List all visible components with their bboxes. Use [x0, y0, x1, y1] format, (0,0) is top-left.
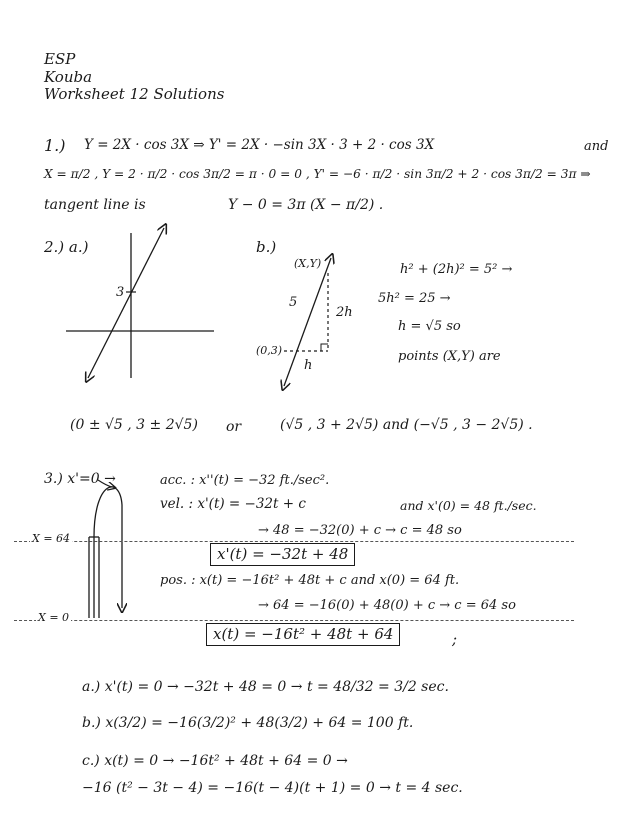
problem-2-label: 2.) a.) [44, 238, 89, 256]
equation-2b-1: h² + (2h)² = 5² → [400, 262, 513, 277]
problem-3-label: 3.) x'=0 → [44, 471, 116, 487]
problem-1-line-2: X = π/2 , Y = 2 · π/2 · cos 3π/2 = π · 0 = 0 , Y' = −6 · π/2 · sin 3π/2 + 2 · cos 3π/2 = 3π ⇒ [44, 167, 591, 181]
length-2h-label: 2h [336, 305, 353, 320]
tangent-line-2a [88, 228, 164, 378]
position-semicolon: ; [452, 630, 458, 648]
right-angle-mark [321, 344, 328, 351]
problem-1-label: 1.) [44, 136, 66, 155]
velocity-boxed: x'(t) = −32t + 48 [210, 543, 355, 566]
height-0-line [14, 620, 574, 621]
point-xy-label: (X,Y) [294, 257, 322, 270]
acceleration-line: acc. : x''(t) = −32 ft./sec². [160, 473, 330, 488]
height-64-line [14, 541, 574, 542]
height-64-label: X = 64 [32, 532, 71, 545]
part-3b: b.) x(3/2) = −16(3/2)² + 48(3/2) + 64 = 100 ft. [82, 715, 414, 731]
velocity-substitution: → 48 = −32(0) + c → c = 48 so [258, 523, 462, 538]
header-kouba: Kouba [44, 68, 93, 86]
part-3a: a.) x'(t) = 0 → −32t + 48 = 0 → t = 48/32 = 3/2 sec. [82, 679, 449, 695]
problem-1-and: and [584, 139, 609, 154]
header-esp: ESP [44, 50, 76, 68]
tower-figure [89, 480, 122, 618]
answer-2a: (0 ± √5 , 3 ± 2√5) [70, 417, 198, 433]
part-3c-line-2: −16 (t² − 3t − 4) = −16(t − 4)(t + 1) = 0 → t = 4 sec. [82, 780, 463, 796]
header-title: Worksheet 12 Solutions [44, 85, 225, 103]
position-substitution: → 64 = −16(0) + 48(0) + c → c = 64 so [258, 598, 516, 613]
equation-2b-2: 5h² = 25 → [378, 291, 451, 306]
tick-label-3: 3 [116, 285, 125, 300]
answer-2b: (√5 , 3 + 2√5) and (−√5 , 3 − 2√5) . [280, 417, 533, 433]
position-line: pos. : x(t) = −16t² + 48t + c and x(0) = 64 ft. [160, 573, 460, 588]
height-0-label: X = 0 [38, 611, 70, 624]
equation-2b-4: points (X,Y) are [398, 349, 501, 364]
problem-1-line-3a: tangent line is [44, 197, 146, 213]
velocity-line: vel. : x'(t) = −32t + c [160, 496, 306, 512]
equation-2b-3: h = √5 so [398, 319, 461, 334]
length-5-label: 5 [289, 295, 298, 310]
position-boxed: x(t) = −16t² + 48t + 64 [206, 623, 400, 646]
trajectory-arc [94, 487, 122, 608]
part-3c-line-1: c.) x(t) = 0 → −16t² + 48t + 64 = 0 → [82, 753, 348, 769]
answer-or: or [226, 419, 242, 435]
problem-1-line-1: Y = 2X · cos 3X ⇒ Y' = 2X · −sin 3X · 3 + 2 · cos 3X [84, 137, 435, 153]
graph-2a [66, 228, 214, 378]
point-03-label: (0,3) [256, 344, 283, 357]
problem-1-tangent-line: Y − 0 = 3π (X − π/2) . [228, 197, 384, 213]
length-h-label: h [304, 358, 313, 373]
velocity-initial: and x'(0) = 48 ft./sec. [400, 498, 537, 513]
problem-2b-label: b.) [256, 238, 277, 256]
